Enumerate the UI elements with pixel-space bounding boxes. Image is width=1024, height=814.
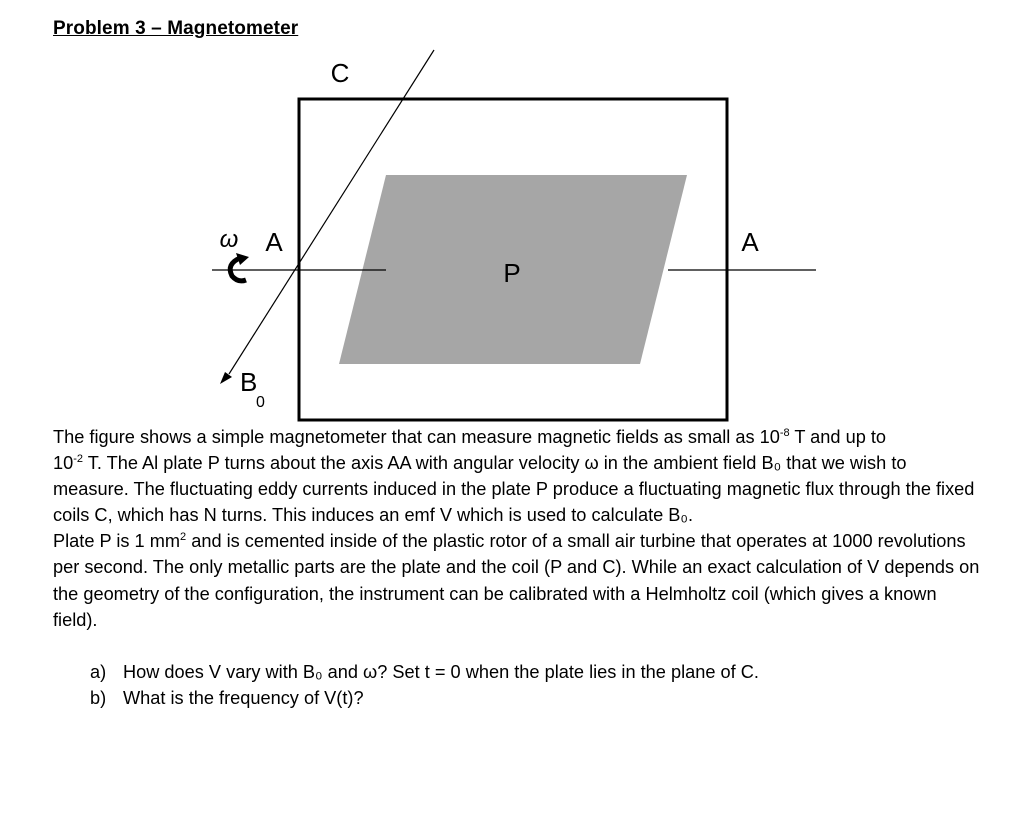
question-a: a) How does V vary with B₀ and ω? Set t = 0 when the plate lies in the plane of C. xyxy=(90,662,759,682)
label-b: B xyxy=(240,367,258,397)
label-p: P xyxy=(503,258,521,288)
label-omega: ω xyxy=(219,226,239,253)
label-c: C xyxy=(330,58,350,88)
problem-description xyxy=(53,424,983,633)
paragraph-2: Plate P is 1 $mm^2$ and is cemented inside of the plastic rotor of a small air turbine that operates at 1000 revolutions per second. The only metallic parts are the plate and the coil (P and C). While an exact calculation of V depends on the geometry of the configuration, the instrument can be calibrated with a Helmholtz coil (which gives a known field). xyxy=(53,531,980,630)
label-a-right: A xyxy=(741,227,759,257)
label-b-sub: 0 xyxy=(256,394,265,411)
paragraph-1: The figure shows a simple magnetometer that can measure magnetic fields as small as $10^{-8}$ T and up to $10^{-2}$ T. The Al plate P turns about the axis AA with angular velocity ω in the ambient field B₀ that we wish to measure. The fluctuating eddy currents induced in the plate P produce a fluctuating magnetic flux through the fixed coils C, which has N turns. This induces an emf V which is used to calculate B₀. xyxy=(53,427,975,526)
field-arrowhead-icon xyxy=(220,372,232,384)
label-a-left: A xyxy=(265,227,283,257)
question-b: b) What is the frequency of V(t)? xyxy=(90,688,364,708)
problem-title: Problem 3 – Magnetometer xyxy=(53,18,299,39)
questions-list xyxy=(90,659,759,711)
